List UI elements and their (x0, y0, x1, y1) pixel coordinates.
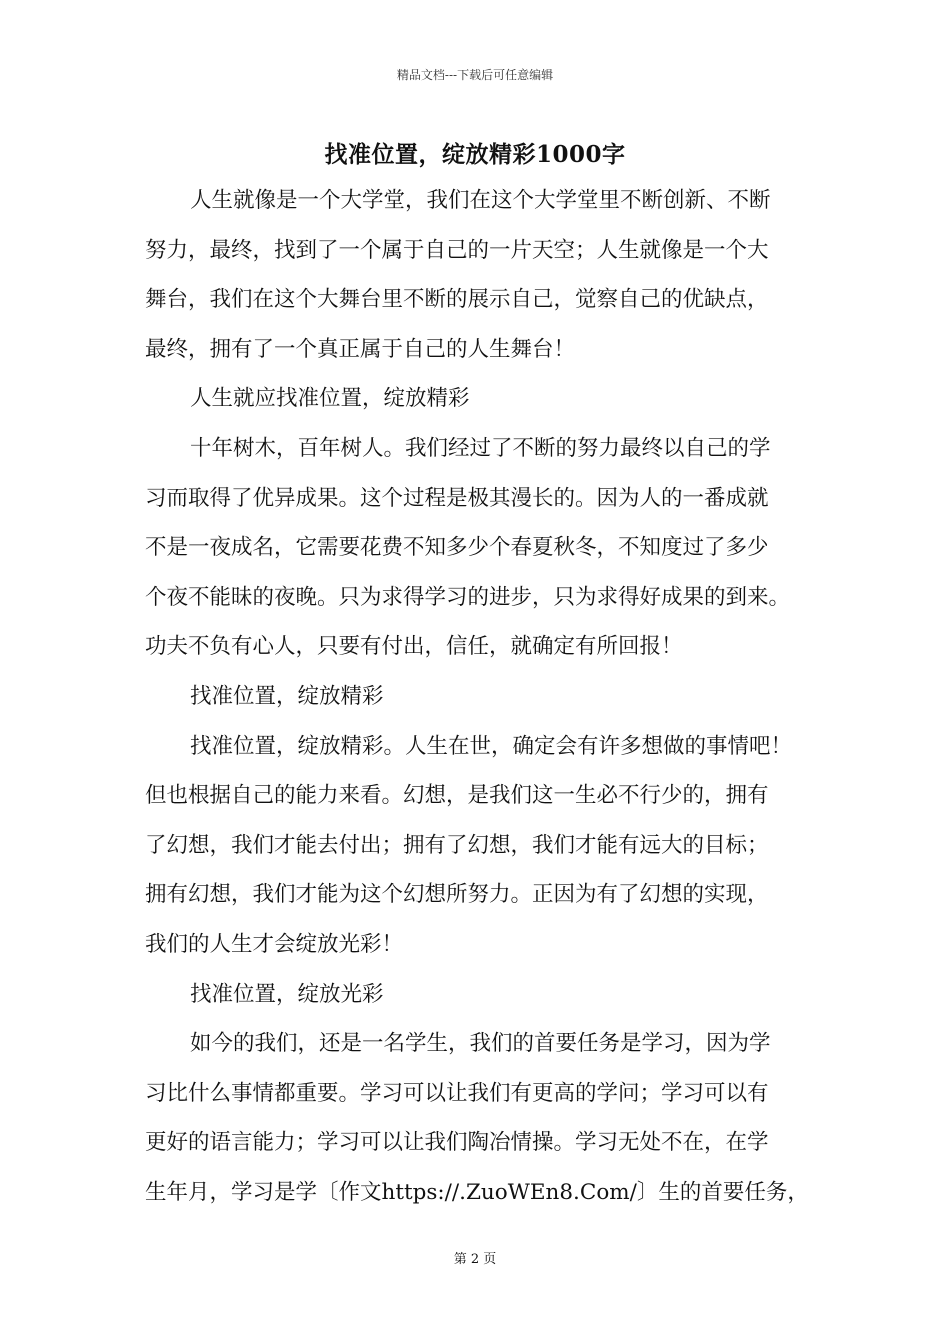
text-line: 不是一夜成名，它需要花费不知多少个春夏秋冬，不知度过了多少 (145, 535, 769, 561)
text-line: 习比什么事情都重要。学习可以让我们有更高的学问；学习可以有 (145, 1080, 769, 1106)
page-number: 第 2 页 (453, 1252, 497, 1267)
text-line: 但也根据自己的能力来看。幻想，是我们这一生必不行少的，拥有 (145, 783, 769, 809)
text-line: 舞台，我们在这个大舞台里不断的展示自己，觉察自己的优缺点， (145, 287, 769, 313)
article-body (145, 176, 835, 1217)
document-title: 找准位置，绽放精彩1000字 (324, 141, 626, 168)
text-line: 最终，拥有了一个真正属于自己的人生舞台！ (145, 336, 576, 362)
text-line: 更好的语言能力；学习可以让我们陶冶情操。学习无处不在，在学 (145, 1130, 769, 1156)
text-line: 努力，最终，找到了一个属于自己的一片天空；人生就像是一个大 (145, 237, 769, 263)
page-header: 精品文档---下载后可任意编辑 (396, 68, 554, 82)
section-heading: 人生就应找准位置，绽放精彩 (190, 386, 470, 412)
section-heading: 找准位置，绽放精彩 (190, 683, 384, 709)
text-line: 了幻想，我们才能去付出；拥有了幻想，我们才能有远大的目标； (145, 832, 769, 858)
text-line: 如今的我们，还是一名学生，我们的首要任务是学习，因为学 (190, 1031, 771, 1057)
section-heading: 找准位置，绽放光彩 (190, 981, 384, 1007)
text-line: 生年月，学习是学〔作文https://.ZuoWEn8.Com/〕生的首要任务， (145, 1179, 809, 1205)
text-line: 我们的人生才会绽放光彩！ (145, 931, 404, 957)
text-line: 习而取得了优异成果。这个过程是极其漫长的。因为人的一番成就 (145, 485, 769, 511)
text-line: 十年树木，百年树人。我们经过了不断的努力最终以自己的学 (190, 435, 771, 461)
text-line: 功夫不负有心人，只要有付出，信任，就确定有所回报！ (145, 634, 683, 660)
text-line: 人生就像是一个大学堂，我们在这个大学堂里不断创新、不断 (190, 188, 771, 213)
text-line: 拥有幻想，我们才能为这个幻想所努力。正因为有了幻想的实现， (145, 882, 769, 908)
text-line: 个夜不能昧的夜晚。只为求得学习的进步，只为求得好成果的到来。 (145, 584, 791, 610)
text-line: 找准位置，绽放精彩。人生在世，确定会有许多想做的事情吧！ (190, 733, 793, 759)
